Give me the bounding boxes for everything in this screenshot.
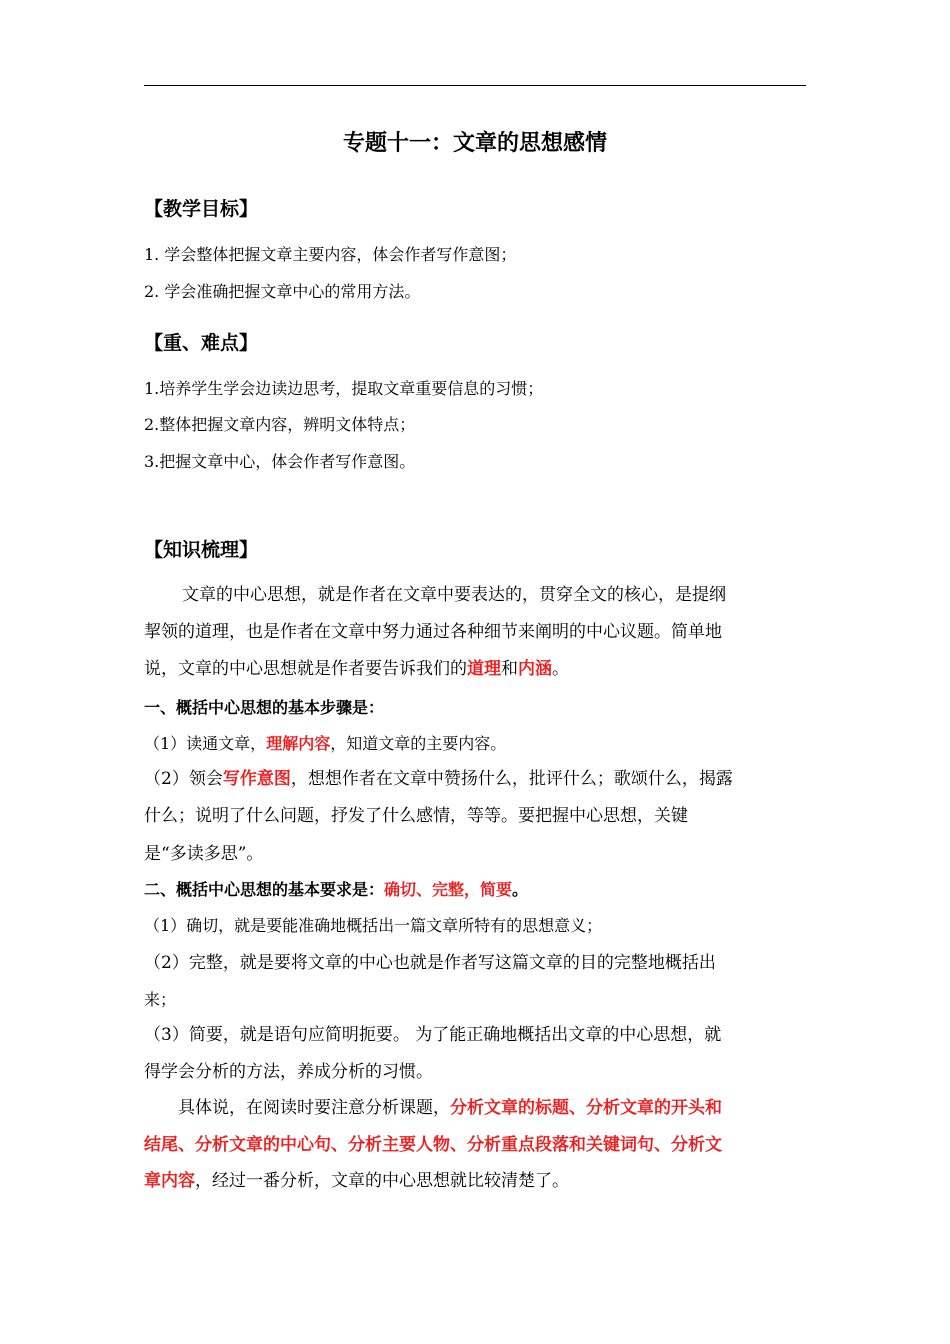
step-2-prefix: （2）领会 — [144, 769, 223, 789]
step-2-suffix: ，想想作者在文章中赞扬什么，批评什么；歌颂什么，揭露 — [290, 769, 733, 789]
highlight-neihan: 内涵 — [518, 659, 552, 679]
specific-line-3 — [144, 1170, 569, 1192]
requirement-1: （1）确切，就是要能准确地概括出一篇文章所特有的思想意义； — [144, 916, 603, 935]
document-title: 专题十一：文章的思想感情 — [342, 131, 607, 156]
specific-line-1 — [178, 1097, 722, 1119]
requirements-period: 。 — [512, 880, 529, 899]
requirements-heading-text: 二、概括中心思想的基本要求是： — [144, 880, 385, 899]
highlight-understand-content: 理解内容 — [266, 734, 331, 753]
requirements-heading — [144, 879, 528, 901]
intro-line-1: 文章的中心思想，就是作者在文章中要表达的，贯穿全文的核心，是提纲 — [182, 585, 726, 605]
requirement-2-line-2: 来； — [144, 990, 177, 1009]
objective-item-2: 2. 学会准确把握文章中心的常用方法。 — [144, 282, 421, 301]
step-2-line-2: 什么；说明了什么问题，抒发了什么感情，等等。要把握中心思想，关键 — [144, 806, 688, 826]
intro-text: 说，文章的中心思想就是作者要告诉我们的 — [144, 659, 467, 679]
highlight-daoli: 道理 — [467, 659, 501, 679]
step-1 — [144, 733, 506, 755]
step-1-suffix: ，知道文章的主要内容。 — [330, 734, 507, 753]
step-2-line-1 — [144, 768, 733, 790]
objectives-heading: 【教学目标】 — [144, 198, 259, 220]
specific-prefix: 具体说，在阅读时要注意分析课题， — [178, 1098, 450, 1118]
step-1-prefix: （1）读通文章， — [144, 734, 267, 753]
highlight-writing-intent: 写作意图 — [222, 769, 291, 789]
step-2-line-3: 是“多读多思”。 — [144, 844, 264, 864]
key-point-item-1: 1.培养学生学会边读边思考，提取文章重要信息的习惯； — [144, 379, 544, 398]
header-rule — [144, 85, 806, 86]
objective-item-1: 1. 学会整体把握文章主要内容，体会作者写作意图； — [144, 245, 517, 264]
highlight-requirements: 确切、完整，简要 — [384, 880, 513, 899]
requirement-3-line-2: 得学会分析的方法，养成分析的习惯。 — [144, 1062, 433, 1082]
highlight-analysis-list-1: 分析文章的标题、分析文章的开头和 — [450, 1098, 722, 1118]
key-points-heading: 【重、难点】 — [144, 332, 259, 354]
specific-suffix: ，经过一番分析，文章的中心思想就比较清楚了。 — [195, 1171, 569, 1191]
intro-line-2: 挈领的道理，也是作者在文章中努力通过各种细节来阐明的中心议题。简单地 — [144, 622, 722, 642]
highlight-analysis-list-3: 章内容 — [144, 1171, 195, 1191]
requirement-3-line-1: （3）简要，就是语句应简明扼要。 为了能正确地概括出文章的中心思想，就 — [144, 1025, 722, 1045]
intro-and: 和 — [501, 659, 518, 679]
key-point-item-3: 3.把握文章中心，体会作者写作意图。 — [144, 452, 416, 471]
highlight-analysis-list-2: 结尾、分析文章的中心句、分析主要人物、分析重点段落和关键词句、分析文 — [144, 1135, 722, 1155]
knowledge-heading: 【知识梳理】 — [144, 539, 259, 561]
steps-heading: 一、概括中心思想的基本步骤是： — [144, 698, 385, 717]
key-point-item-2: 2.整体把握文章内容，辨明文体特点； — [144, 415, 416, 434]
requirement-2-line-1: （2）完整，就是要将文章的中心也就是作者写这篇文章的目的完整地概括出 — [144, 953, 716, 973]
intro-line-3 — [144, 658, 569, 680]
intro-period: 。 — [552, 659, 569, 679]
